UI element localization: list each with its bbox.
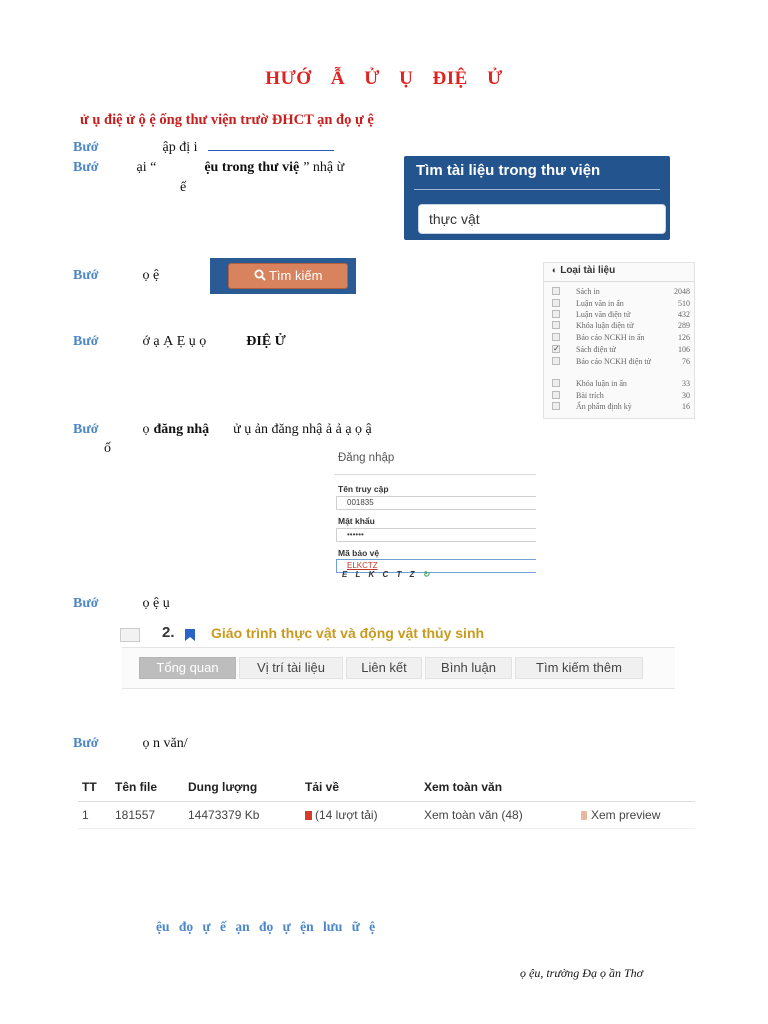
tab-comments[interactable]: Bình luận [425,657,512,679]
captcha-image: E L K C T Z ↻ [342,570,433,579]
checkbox-icon[interactable] [552,379,560,387]
checkbox-icon[interactable] [552,299,560,307]
step-text: ử ụ ản đăng nhậ ả ả ạ ọ ậ [233,422,372,437]
step-1 [73,136,334,156]
step-text: ập đị i [162,140,198,155]
divider [544,281,694,282]
checkbox-icon[interactable] [552,402,560,410]
search-icon [254,269,266,281]
step-label: Bướ [73,140,99,155]
step-text: ọ n văn/ [142,736,188,751]
step-2-line2: ế [180,180,187,195]
tab-search-more[interactable]: Tìm kiếm thêm [515,657,643,679]
password-label: Mật khẩu [338,516,375,526]
col-header-tt: TT [82,780,97,794]
col-header-size: Dung lượng [188,780,258,794]
doc-type-label: Luận văn in ấn [576,299,624,308]
step-6 [73,594,170,612]
doc-type-label: Ấn phẩm định kỳ [576,402,632,411]
login-title: Đăng nhập [338,452,395,464]
intro-line: ử ụ điệ ử ộ ệ ống thư viện trườ ĐHCT ạn đọ ự ệ [80,112,374,128]
divider [78,828,695,829]
step-text-bold: ệu trong thư việ [204,160,300,175]
password-input[interactable]: •••••• [336,528,536,542]
search-panel-title: Tìm tài liệu trong thư viện [416,162,601,179]
divider [414,189,660,190]
footer-note: ệu đọ ự ế ạn đọ ự ện lưu ữ ệ [156,919,376,934]
checkbox-checked-icon[interactable]: ✓ [553,344,560,353]
username-label: Tên truy cập [338,484,389,494]
doc-type-label: Khóa luận in ấn [576,379,627,388]
divider [78,801,695,802]
doc-type-label: Báo cáo NCKH in ấn [576,333,645,342]
bookmark-icon [185,629,195,641]
step-label: Bướ [73,422,99,437]
doc-type-count: 126 [678,333,690,342]
cell-file-name: 181557 [115,808,156,822]
tab-overview[interactable]: Tổng quan [139,657,236,679]
col-header-file-name: Tên file [115,780,158,794]
doc-type-count: 76 [682,357,690,366]
doc-type-count: 16 [682,402,690,411]
step-2 [73,158,398,176]
download-link[interactable]: (14 lượt tải) [305,808,378,822]
doc-type-count: 106 [678,345,690,354]
doc-type-filter [543,262,695,419]
preview-icon [581,811,587,820]
step-3 [73,266,159,284]
book-tabs [122,647,675,689]
step-text: ọ ệ [142,268,160,283]
doc-type-label: Sách điện tử [576,345,616,354]
checkbox-icon[interactable] [552,357,560,365]
search-button-container [210,258,356,294]
tab-links[interactable]: Liên kết [346,657,422,679]
book-checkbox[interactable] [120,628,140,642]
pdf-icon [305,811,312,820]
checkbox-icon[interactable] [552,321,560,329]
step-text: ” nhậ ừ [303,160,345,175]
checkbox-icon[interactable] [552,287,560,295]
doc-type-label: Khóa luận điện tử [576,321,634,330]
search-panel [404,156,670,240]
collapse-icon[interactable]: ◐ [552,265,558,275]
doc-type-label: Sách in [576,287,600,296]
refresh-icon[interactable]: ↻ [422,570,433,579]
doc-type-count: 510 [678,299,690,308]
step-7 [73,734,188,752]
search-button[interactable] [228,263,348,289]
cell-tt: 1 [82,808,89,822]
doc-type-count: 289 [678,321,690,330]
step-4 [73,332,543,350]
step-text-bold: ĐIỆ Ử [246,334,286,349]
doc-type-count: 2048 [674,287,690,296]
step-label: Bướ [73,596,99,611]
view-full-link[interactable]: Xem toàn văn (48) [424,808,523,822]
username-input[interactable]: 001835 [336,496,536,510]
divider [334,474,536,475]
checkbox-icon[interactable] [552,333,560,341]
document-title: HƯỚ Ẫ Ử Ụ ĐIỆ Ử [265,68,503,89]
step-label: Bướ [73,268,99,283]
doc-type-count: 432 [678,310,690,319]
login-form [334,446,536,578]
captcha-label: Mã bảo vệ [338,548,380,558]
book-number: 2. [162,624,175,641]
step-text-bold: đăng nhậ [153,422,210,437]
tab-location[interactable]: Vị trí tài liệu [239,657,343,679]
step-text: ại “ [136,160,157,175]
doc-type-label: Báo cáo NCKH điện tử [576,357,651,366]
doc-type-count: 30 [682,391,690,400]
search-input[interactable]: thực vật [418,204,666,234]
checkbox-icon[interactable] [552,310,560,318]
step-label: Bướ [73,334,99,349]
doc-type-label: Luận văn điện tử [576,310,631,319]
doc-type-label: Bài trích [576,391,604,400]
credit-line: ọ ệu, trường Đạ ọ ần Thơ [520,966,644,980]
step-label: Bướ [73,736,99,751]
step-label: Bướ [73,160,99,175]
address-link[interactable] [208,136,334,151]
step-text: ớ ạ Ạ Ẹ ụ ọ [142,334,207,349]
doc-type-title: ◐ Loại tài liệu [552,265,616,276]
step-5 [73,420,613,438]
step-5-line2: ố [104,441,111,456]
book-title[interactable]: Giáo trình thực vật và động vật thủy sinh [211,625,485,641]
captcha-value: ELKCTZ [347,561,378,570]
preview-link[interactable]: Xem preview [581,808,660,822]
doc-type-count: 33 [682,379,690,388]
checkbox-icon[interactable] [552,391,560,399]
search-button-label: Tìm kiếm [268,268,323,283]
col-header-download: Tải về [305,780,340,794]
step-text: ọ ệ ụ [142,596,170,611]
cell-size: 14473379 Kb [188,808,260,822]
col-header-view-full: Xem toàn văn [424,780,503,794]
step-text: ọ [142,422,150,437]
